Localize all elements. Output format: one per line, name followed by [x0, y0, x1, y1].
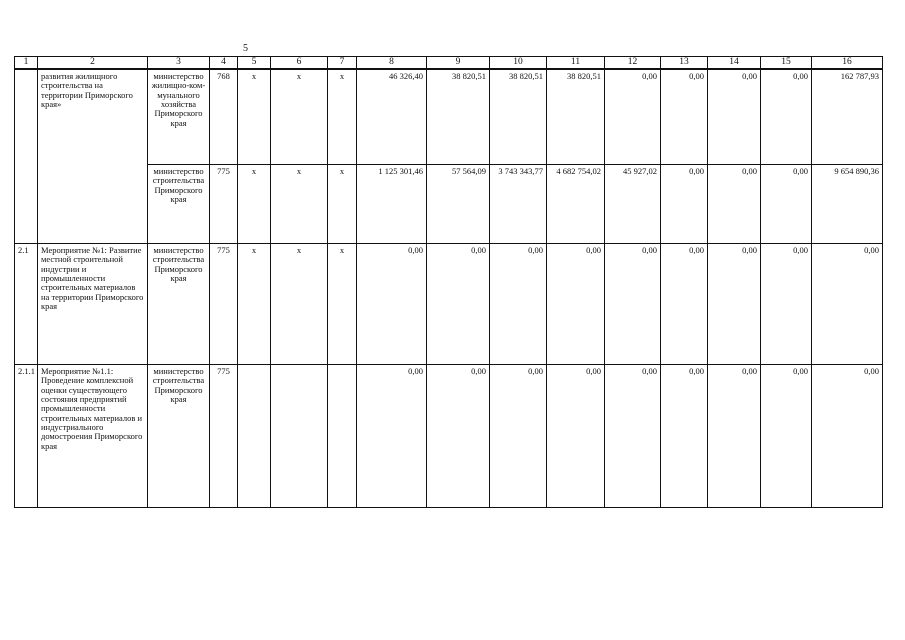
row-cell: 0,00: [761, 244, 812, 365]
row-cell: x: [328, 69, 357, 165]
row-cell: x: [328, 165, 357, 244]
row-cell: 0,00: [605, 244, 661, 365]
column-header: 15: [761, 57, 812, 70]
row-cell: 0,00: [605, 69, 661, 165]
row-cell: x: [238, 69, 271, 165]
row-cell: 0,00: [812, 244, 883, 365]
row-cell: 775: [210, 165, 238, 244]
row-cell: 0,00: [761, 365, 812, 508]
column-header: 16: [812, 57, 883, 70]
row-cell: 38 820,51: [490, 69, 547, 165]
row-executor: министерство строительства Приморского края: [148, 165, 210, 244]
row-code: 2.1.1: [15, 365, 38, 508]
row-cell: 1 125 301,46: [357, 165, 427, 244]
row-code: [15, 69, 38, 244]
column-header: 5: [238, 57, 271, 70]
row-cell: 46 326,40: [357, 69, 427, 165]
row-cell: x: [238, 165, 271, 244]
table-row: [15, 69, 883, 165]
row-cell: 775: [210, 365, 238, 508]
row-cell: 3 743 343,77: [490, 165, 547, 244]
row-cell: x: [271, 165, 328, 244]
row-cell: 0,00: [761, 69, 812, 165]
column-header: 6: [271, 57, 328, 70]
row-cell: 0,00: [812, 365, 883, 508]
column-header: 2: [38, 57, 148, 70]
row-code: 2.1: [15, 244, 38, 365]
row-cell: 0,00: [547, 244, 605, 365]
column-header: 1: [15, 57, 38, 70]
row-cell: 0,00: [357, 244, 427, 365]
column-header: 13: [661, 57, 708, 70]
row-cell: 0,00: [661, 165, 708, 244]
table-row: [15, 244, 883, 365]
column-header: 4: [210, 57, 238, 70]
row-cell: 0,00: [490, 365, 547, 508]
row-cell: 162 787,93: [812, 69, 883, 165]
row-cell: x: [271, 244, 328, 365]
row-cell: 0,00: [661, 69, 708, 165]
row-cell: 0,00: [708, 244, 761, 365]
row-cell: 0,00: [761, 165, 812, 244]
row-executor: министерство строительства Приморского края: [148, 244, 210, 365]
row-name: Мероприятие №1: Развитие местной строительной индустрии и промышленности строительных материалов на территории Приморского края: [38, 244, 148, 365]
column-header: 12: [605, 57, 661, 70]
column-header: 7: [328, 57, 357, 70]
row-cell: x: [238, 244, 271, 365]
column-header: 8: [357, 57, 427, 70]
table-header: [15, 57, 883, 70]
row-executor: министерство жилищно-ком-мунального хозяйства Приморского края: [148, 69, 210, 165]
row-name: Мероприятие №1.1: Проведение комплексной оценки существующего состояния предприятий промышленности строительных материалов и индустриального домостроения Приморского края: [38, 365, 148, 508]
row-cell: 45 927,02: [605, 165, 661, 244]
row-cell: 0,00: [547, 365, 605, 508]
budget-table: [14, 56, 883, 508]
row-cell: 0,00: [427, 244, 490, 365]
row-cell: 38 820,51: [427, 69, 490, 165]
column-header: 9: [427, 57, 490, 70]
row-cell: 0,00: [427, 365, 490, 508]
row-cell: 0,00: [605, 365, 661, 508]
row-cell: 0,00: [708, 69, 761, 165]
row-cell: 9 654 890,36: [812, 165, 883, 244]
row-cell: 0,00: [661, 365, 708, 508]
row-cell: 57 564,09: [427, 165, 490, 244]
row-cell: [238, 365, 271, 508]
row-cell: 0,00: [708, 365, 761, 508]
row-cell: 0,00: [708, 165, 761, 244]
row-cell: x: [328, 244, 357, 365]
row-cell: [328, 365, 357, 508]
row-cell: 768: [210, 69, 238, 165]
row-cell: 38 820,51: [547, 69, 605, 165]
column-header: 3: [148, 57, 210, 70]
row-executor: министерство строительства Приморского края: [148, 365, 210, 508]
row-name: развития жилищного строительства на территории Приморского края»: [38, 69, 148, 244]
row-cell: x: [271, 69, 328, 165]
row-cell: 775: [210, 244, 238, 365]
table-row: [15, 365, 883, 508]
column-header: 10: [490, 57, 547, 70]
row-cell: 4 682 754,02: [547, 165, 605, 244]
row-cell: [271, 365, 328, 508]
row-cell: 0,00: [661, 244, 708, 365]
row-cell: 0,00: [357, 365, 427, 508]
column-header: 14: [708, 57, 761, 70]
page-number: 5: [243, 43, 248, 54]
column-header: 11: [547, 57, 605, 70]
row-cell: 0,00: [490, 244, 547, 365]
